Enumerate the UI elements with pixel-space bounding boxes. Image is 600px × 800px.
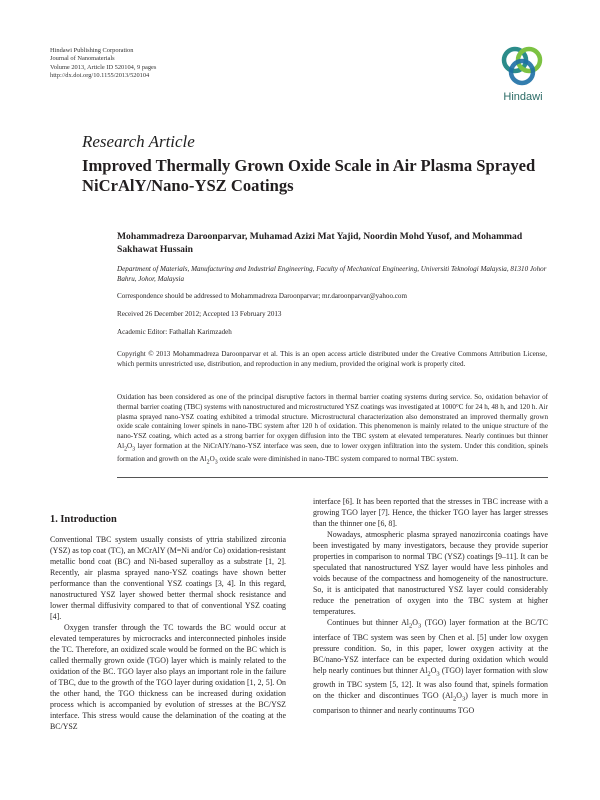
paragraph-text: O (412, 618, 418, 627)
journal-meta (50, 47, 156, 80)
paragraph-text: O (456, 691, 462, 701)
hindawi-wordmark: Hindawi (503, 91, 543, 103)
subscript: 3 (436, 670, 440, 678)
abstract-text-5: oxide scale were diminished in nano-TBC system compared to normal TBC system. (217, 455, 459, 464)
subscript: 2 (206, 459, 210, 466)
hindawi-logo (492, 42, 554, 104)
subscript: 2 (427, 670, 431, 678)
paragraph-text: (TGO) layer formation at the BC/TC interface of TBC system was seen by Chen et al. [5] under low oxygen pressure condition. So, in this paper, lower oxygen activity at the BC/nano-YSZ interface can be expected during oxidation which would help nearly continues but thinner Al (313, 618, 548, 675)
section-heading-introduction: 1. Introduction (50, 514, 117, 525)
left-column (50, 534, 286, 732)
affiliation: Department of Materials, Manufacturing and Industrial Engineering, Faculty of Mechanical Engineering, Universiti Teknologi Malaysia, 81310 Johor Bahru, Johor, Malaysia (117, 265, 547, 283)
correspondence: Correspondence should be addressed to Mohammadreza Daroonparvar; mr.daroonparvar@yahoo.com (117, 292, 407, 300)
subscript: 2 (124, 446, 128, 453)
paragraph-text: (TGO) layer formation with slow growth in TBC system [5, 12]. It was also found that, spinels formation on the thicker and discontinues TGO (Al (313, 665, 548, 701)
hindawi-logo-icon (495, 42, 551, 90)
subscript: 3 (214, 459, 218, 466)
paragraph-text: O (430, 665, 437, 675)
publisher-line: Hindawi Publishing Corporation (50, 47, 134, 54)
received-accepted-dates: Received 26 December 2012; Accepted 13 February 2013 (117, 310, 282, 318)
abstract-text-3: layer formation at the NiCrAlY/nano-YSZ interface was seen, due to lower oxygen infiltration into the system. Under this condition, spinels formation and growth on the Al (117, 441, 548, 464)
abstract-text-1: Oxidation has been considered as one of the principal disruptive factors in thermal barrier coating systems during service. So, oxidation behavior of thermal barrier coating (TBC) systems with nanostructured and microstructured YSZ coatings was investigated at 1000°C for 24 h, 48 h, and 120 h. Air plasma sprayed nano-YSZ coating exhibited a trimodal structure. Microstructural characterization also demonstrated an improved thermally grown oxide scale containing lower spinels in nano-TBC system after 120 h of oxidation. This phenomenon is mainly related to the unique structure of the nano-YSZ coating, which acted as a strong barrier for oxygen diffusion into the TBC system at elevated temperatures. Nearly continues but thinner Al (117, 393, 548, 450)
intro-paragraph-1: Conventional TBC system usually consists of yttria stabilized zirconia (YSZ) as top coat (TC), an MCrAlY (M=Ni and/or Co) oxidation-resistant metallic bond coat (BC) and Ni-based superalloy as a substrate [1, 2]. Recently, air plasma sprayed nano-YSZ coatings have shown better performance than the conventional YSZ coatings [3, 4]. In this regard, nanostructured YSZ layer showed better thermal shock resistance and lower thermal diffusivity compared to that of conventional YSZ coating [4]. (50, 535, 286, 621)
right-column (313, 496, 548, 716)
paragraph-text: Continues but thinner Al (327, 618, 409, 627)
paragraph-text: ) layer is much more in comparison to thinner and nearly continuums TGO (313, 691, 548, 715)
subscript: 2 (409, 622, 413, 630)
subscript: 3 (132, 446, 136, 453)
intro-paragraph-3: Nowadays, atmospheric plasma sprayed nanozirconia coatings have been investigated by many investigators, because they provide superior properties in comparison to normal TBC (YSZ) coatings [9–11]. It can be speculated that nanostructured YSZ layer would have less pinholes and voids because of the compactness and homogeneity of the nanostructure. So, it is anticipated that nanostructured YSZ layer could considerably reduce the penetration of oxygen into the TBC system at higher temperatures. (313, 530, 548, 616)
intro-paragraph-2: Oxygen transfer through the TC towards the BC would occur at elevated temperatures by microcracks and interconnected pinholes inside the TC. Therefore, an oxidized scale would be formed on the BC which is called thermally grown oxide (TGO) layer which is mainly related to the oxidation of the BC. TGO layer also plays an important role in the failure of TBC, due to the growth of the TGO layer during oxidation [1, 2, 5]. On the other hand, the TGO thickness can be increased during oxidation process which is accompanied by evolution of stresses at the BC/YSZ interface. This stress would cause the delamination of the coating at the BC/YSZ (50, 623, 286, 731)
section-divider (117, 477, 548, 478)
abstract (117, 393, 548, 468)
subscript: 3 (418, 622, 422, 630)
subscript: 3 (461, 695, 466, 703)
intro-paragraph-4 (313, 617, 548, 716)
subscript: 2 (452, 695, 457, 703)
abstract-text-4: O (209, 455, 215, 464)
doi-link[interactable]: http://dx.doi.org/10.1155/2013/520104 (50, 71, 150, 79)
article-title: Improved Thermally Grown Oxide Scale in Air Plasma Sprayed NiCrAlY/Nano-YSZ Coatings (82, 156, 536, 195)
volume-line: Volume 2013, Article ID 520104, 9 pages (50, 63, 157, 71)
academic-editor: Academic Editor: Fathallah Karimzadeh (117, 328, 232, 336)
journal-line: Journal of Nanomaterials (50, 55, 115, 63)
abstract-text-2: O (127, 441, 133, 450)
author-list: Mohammadreza Daroonparvar, Muhamad Azizi Mat Yajid, Noordin Mohd Yusof, and Mohammad Sakhawat Hussain (117, 231, 523, 255)
article-type: Research Article (82, 132, 195, 151)
intro-paragraph-continued: interface [6]. It has been reported that the stresses in TBC increase with a growing TGO layer [7]. Hence, the thicker TGO layer has larger stresses than the thinner one [6, 8]. (313, 497, 548, 528)
copyright-notice: Copyright © 2013 Mohammadreza Daroonparvar et al. This is an open access article distributed under the Creative Commons Attribution License, which permits unrestricted use, distribution, and reproduction in any medium, provided the original work is properly cited. (117, 350, 547, 368)
